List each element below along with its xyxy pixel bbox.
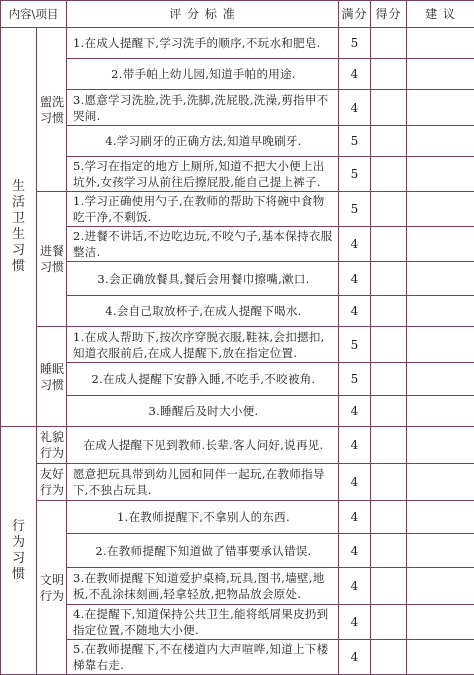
score-input-cell[interactable]: [371, 427, 407, 464]
group-label: 礼貌行为: [37, 427, 67, 464]
criteria-cell: 5.学习在指定的地方上厕所,知道不把大小便上出坑外,女孩学习从前往后擦屁股,能自己提上裤子.: [67, 157, 339, 192]
table-row: [1, 227, 474, 262]
table-row: [1, 90, 474, 126]
table-row: [1, 534, 474, 568]
score-input-cell[interactable]: [371, 396, 407, 427]
criteria-cell: 4.在提醒下,知道保持公共卫生,能将纸屑果皮扔到指定位置,不随地大小便.: [67, 605, 339, 640]
suggestion-input-cell[interactable]: [407, 396, 474, 427]
full-score-cell: 4: [339, 90, 371, 126]
criteria-cell: 3.睡醒后及时大小便.: [67, 396, 339, 427]
full-score-cell: 4: [339, 396, 371, 427]
criteria-cell: 3.在教师提醒下知道爱护桌椅,玩具,图书,墙壁,地板,不乱涂抹刻画,轻拿轻放,把物品放会原处.: [67, 568, 339, 605]
group-label: 睡眠习惯: [37, 327, 67, 427]
criteria-cell: 1.在成人提醒下,学习洗手的顺序,不玩水和肥皂.: [67, 28, 339, 59]
table-row: [1, 28, 474, 59]
table-row: [1, 327, 474, 363]
suggestion-input-cell[interactable]: [407, 90, 474, 126]
suggestion-input-cell[interactable]: [407, 192, 474, 227]
criteria-cell: 4.会自己取放杯子,在成人提醒下喝水.: [67, 296, 339, 327]
score-input-cell[interactable]: [371, 464, 407, 501]
full-score-cell: 4: [339, 464, 371, 501]
suggestion-input-cell[interactable]: [407, 126, 474, 157]
group-label: 盥洗习惯: [37, 28, 67, 192]
score-input-cell[interactable]: [371, 59, 407, 90]
table-row: [1, 640, 474, 675]
table-row: [1, 605, 474, 640]
suggestion-input-cell[interactable]: [407, 262, 474, 296]
suggestion-input-cell[interactable]: [407, 28, 474, 59]
score-input-cell[interactable]: [371, 227, 407, 262]
suggestion-input-cell[interactable]: [407, 534, 474, 568]
criteria-cell: 在成人提醒下见到教师.长辈.客人问好,说再见.: [67, 427, 339, 464]
table-row: [1, 427, 474, 464]
table-row: [1, 363, 474, 396]
table-row: [1, 157, 474, 192]
header-row: [1, 1, 474, 28]
criteria-cell: 2.进餐不讲话,不边吃边玩,不咬勺子,基本保持衣服整洁.: [67, 227, 339, 262]
criteria-cell: 2.在教师提醒下知道做了错事要承认错误.: [67, 534, 339, 568]
score-input-cell[interactable]: [371, 28, 407, 59]
score-input-cell[interactable]: [371, 568, 407, 605]
criteria-cell: 愿意把玩具带到幼儿园和同伴一起玩,在教师指导下,不独占玩具.: [67, 464, 339, 501]
header-score: 得分: [371, 1, 407, 28]
suggestion-input-cell[interactable]: [407, 59, 474, 90]
header-criteria: 评 分 标 准: [67, 1, 339, 28]
header-suggestion: 建 议: [407, 1, 474, 28]
group-label: 文明行为: [37, 501, 67, 675]
table-row: [1, 192, 474, 227]
suggestion-input-cell[interactable]: [407, 605, 474, 640]
score-input-cell[interactable]: [371, 501, 407, 534]
criteria-cell: 3.会正确放餐具,餐后会用餐巾擦嘴,漱口.: [67, 262, 339, 296]
suggestion-input-cell[interactable]: [407, 327, 474, 363]
full-score-cell: 4: [339, 227, 371, 262]
score-input-cell[interactable]: [371, 262, 407, 296]
category-label: 生活卫生习惯: [1, 28, 37, 427]
suggestion-input-cell[interactable]: [407, 157, 474, 192]
score-input-cell[interactable]: [371, 296, 407, 327]
table-row: [1, 59, 474, 90]
suggestion-input-cell[interactable]: [407, 501, 474, 534]
suggestion-input-cell[interactable]: [407, 363, 474, 396]
suggestion-input-cell[interactable]: [407, 640, 474, 675]
full-score-cell: 4: [339, 427, 371, 464]
category-label: 行为习惯: [1, 427, 37, 675]
suggestion-input-cell[interactable]: [407, 568, 474, 605]
suggestion-input-cell[interactable]: [407, 464, 474, 501]
suggestion-input-cell[interactable]: [407, 296, 474, 327]
full-score-cell: 4: [339, 296, 371, 327]
criteria-cell: 5.在教师提醒下,不在楼道内大声喧哗,知道上下楼梯靠右走.: [67, 640, 339, 675]
table-row: [1, 262, 474, 296]
table-row: [1, 501, 474, 534]
criteria-cell: 1.在成人帮助下,按次序穿脱衣服,鞋袜,会扣摁扣,知道衣服前后,在成人提醒下,放在指定位置.: [67, 327, 339, 363]
score-input-cell[interactable]: [371, 605, 407, 640]
header-full-score: 满分: [339, 1, 371, 28]
full-score-cell: 5: [339, 363, 371, 396]
full-score-cell: 4: [339, 534, 371, 568]
table-row: [1, 396, 474, 427]
full-score-cell: 4: [339, 262, 371, 296]
criteria-cell: 1.学习正确使用勺子,在教师的帮助下将碗中食物吃干净,不剩饭.: [67, 192, 339, 227]
score-input-cell[interactable]: [371, 157, 407, 192]
score-input-cell[interactable]: [371, 126, 407, 157]
full-score-cell: 4: [339, 568, 371, 605]
full-score-cell: 5: [339, 327, 371, 363]
criteria-cell: 1.在教师提醒下,不拿别人的东西.: [67, 501, 339, 534]
full-score-cell: 5: [339, 157, 371, 192]
score-input-cell[interactable]: [371, 327, 407, 363]
criteria-cell: 3.愿意学习洗脸,洗手,洗脚,洗屁股,洗澡,剪指甲不哭闹.: [67, 90, 339, 126]
score-input-cell[interactable]: [371, 534, 407, 568]
criteria-cell: 2.在成人提醒下安静入睡,不吃手,不咬被角.: [67, 363, 339, 396]
table-row: [1, 296, 474, 327]
suggestion-input-cell[interactable]: [407, 427, 474, 464]
table-row: [1, 464, 474, 501]
score-input-cell[interactable]: [371, 640, 407, 675]
group-label: 友好行为: [37, 464, 67, 501]
table-row: [1, 568, 474, 605]
suggestion-input-cell[interactable]: [407, 227, 474, 262]
table-row: [1, 126, 474, 157]
score-input-cell[interactable]: [371, 90, 407, 126]
group-label: 进餐习惯: [37, 192, 67, 327]
full-score-cell: 4: [339, 605, 371, 640]
header-content-item: 内容\项目: [1, 1, 67, 28]
full-score-cell: 4: [339, 501, 371, 534]
criteria-cell: 2.带手帕上幼儿园,知道手帕的用途.: [67, 59, 339, 90]
full-score-cell: 5: [339, 126, 371, 157]
full-score-cell: 4: [339, 640, 371, 675]
score-input-cell[interactable]: [371, 363, 407, 396]
full-score-cell: 5: [339, 28, 371, 59]
criteria-cell: 4.学习刷牙的正确方法,知道早晚刷牙.: [67, 126, 339, 157]
full-score-cell: 4: [339, 59, 371, 90]
full-score-cell: 5: [339, 192, 371, 227]
score-input-cell[interactable]: [371, 192, 407, 227]
